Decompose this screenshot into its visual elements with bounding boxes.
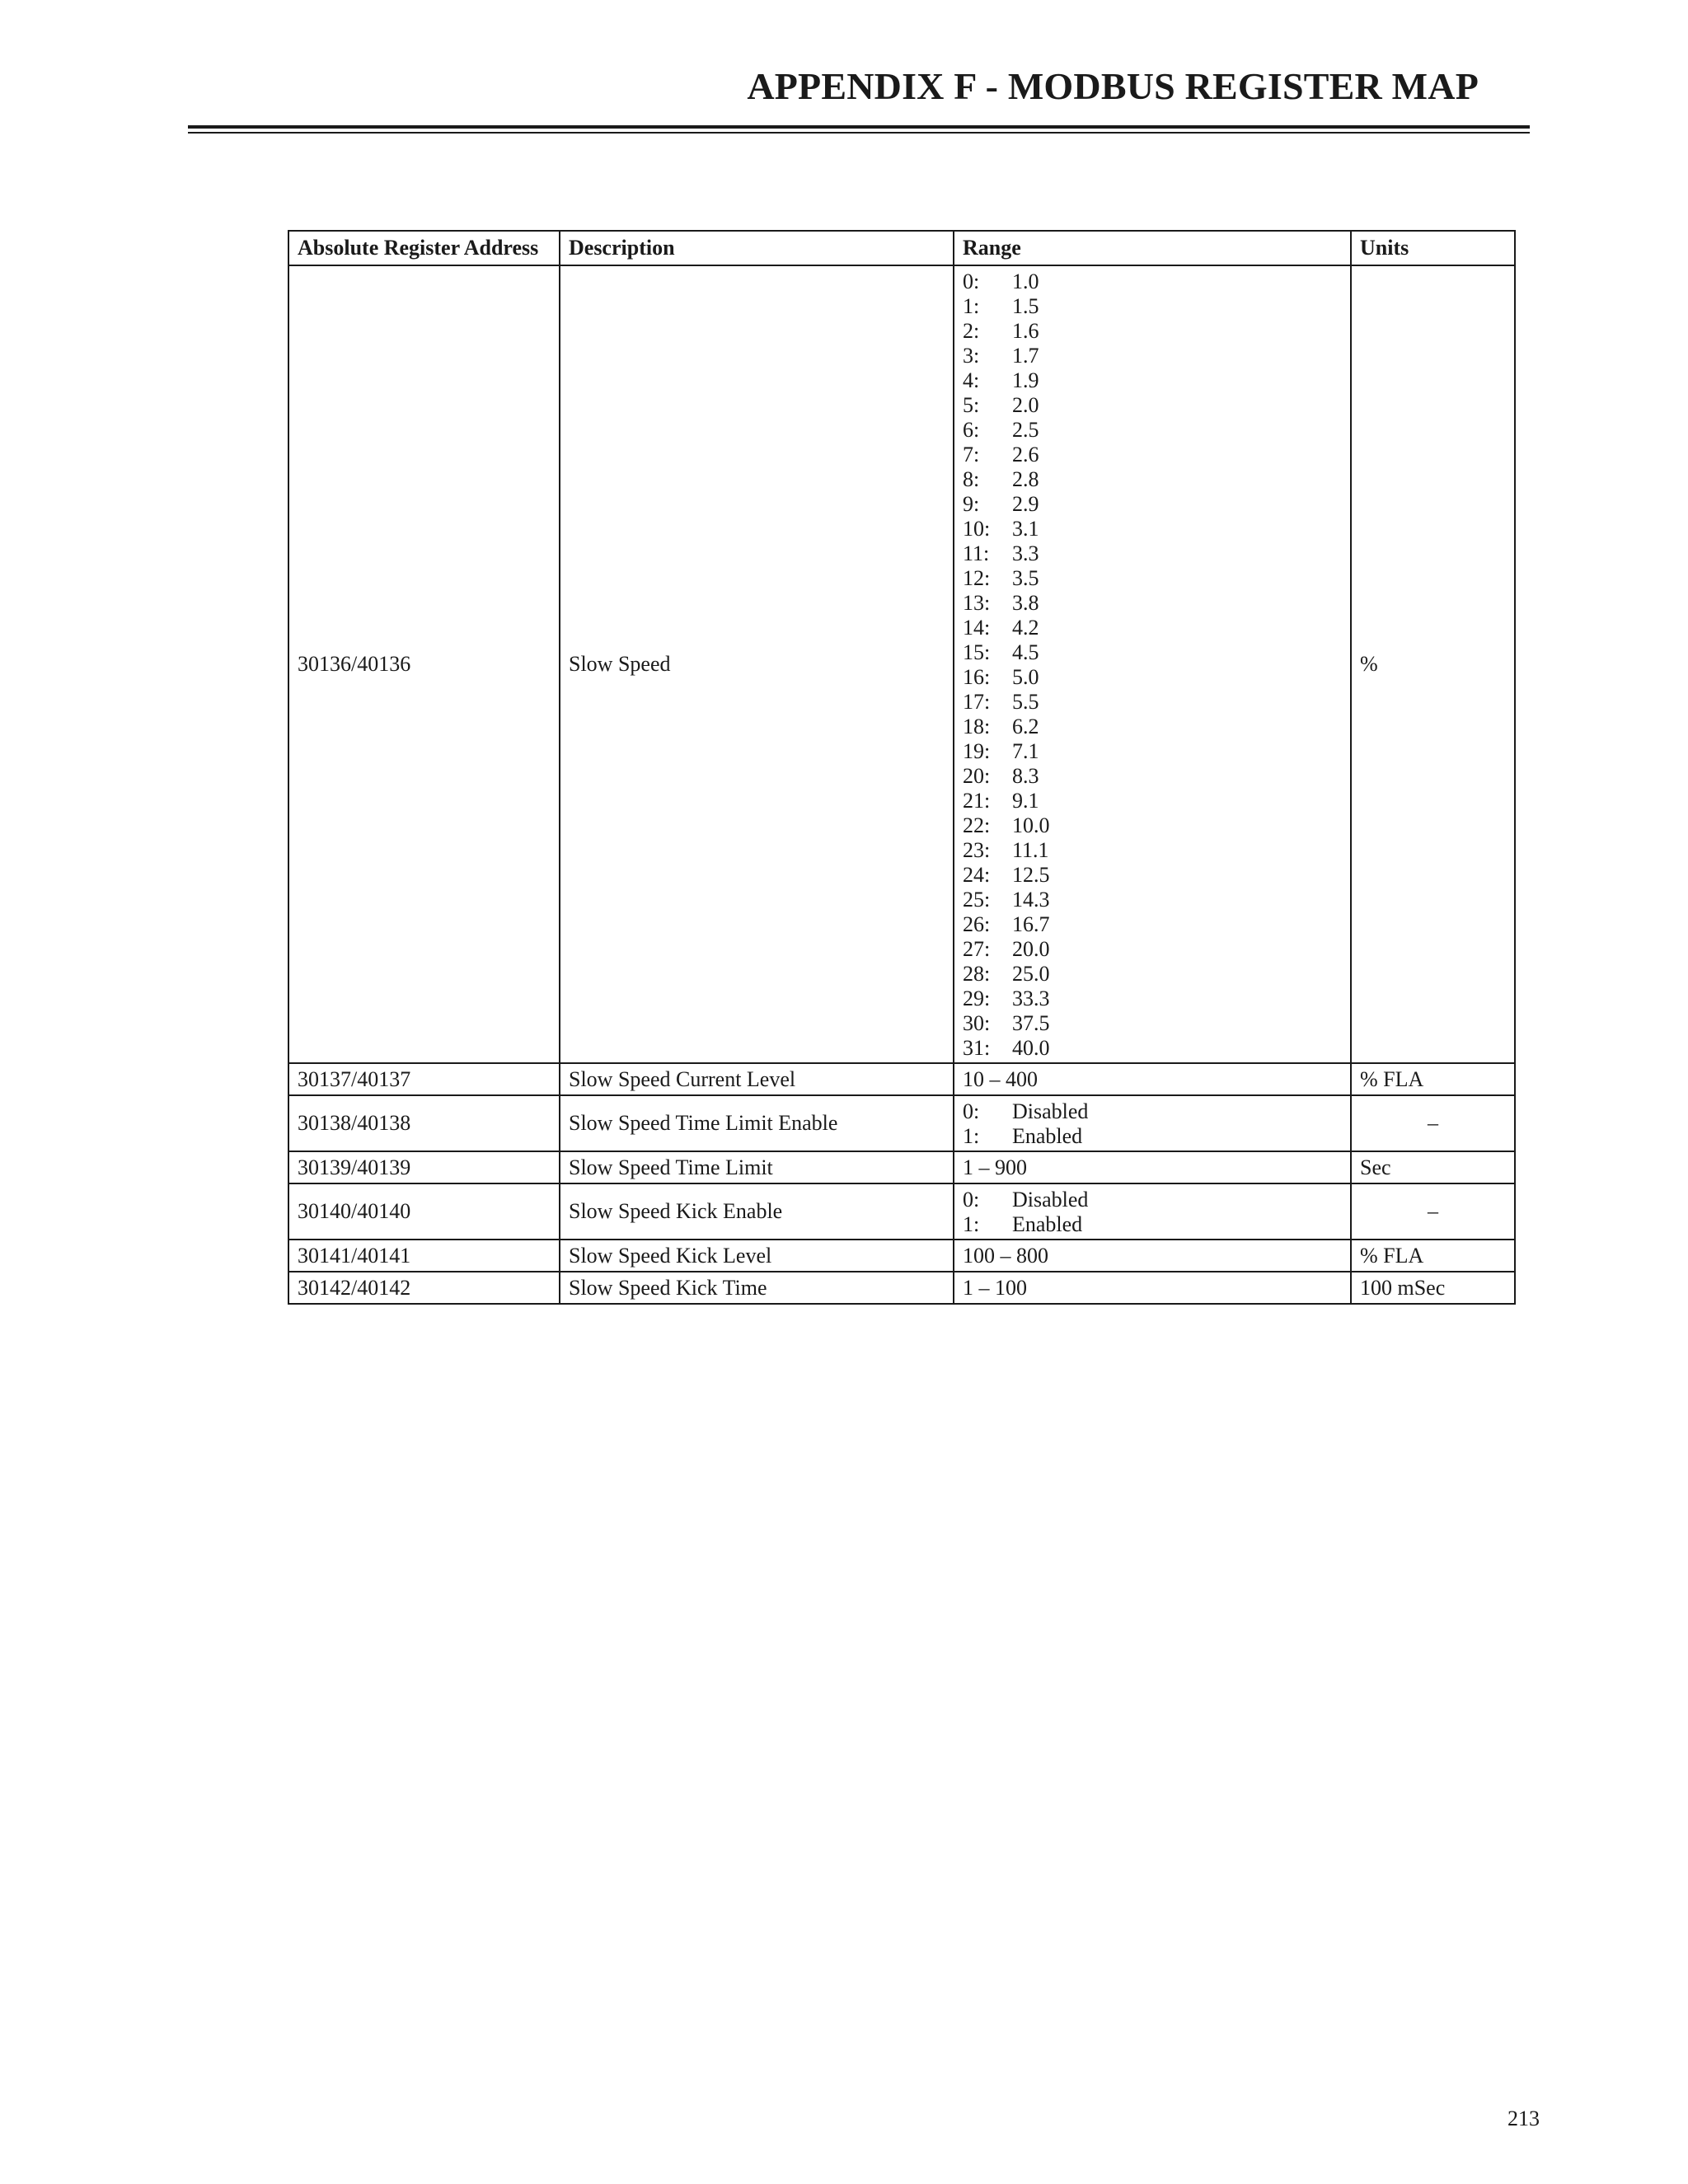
range-option-key: 8: bbox=[963, 467, 980, 491]
table-row bbox=[288, 1240, 1515, 1272]
range-option-key: 12: bbox=[963, 566, 991, 590]
range-option-value: 37.5 bbox=[1012, 1011, 1050, 1035]
range-option bbox=[963, 813, 1342, 838]
range-option bbox=[963, 319, 1342, 344]
range-option bbox=[963, 987, 1342, 1011]
range-option-key: 18: bbox=[963, 715, 991, 738]
range-option-list bbox=[963, 266, 1342, 1062]
range-option-value: 33.3 bbox=[1012, 987, 1050, 1010]
range-option-key: 11: bbox=[963, 541, 990, 565]
range-option bbox=[963, 541, 1342, 566]
range-option-value: 2.8 bbox=[1012, 467, 1039, 491]
range-option bbox=[963, 863, 1342, 888]
range-option-key: 29: bbox=[963, 987, 991, 1010]
range-option bbox=[963, 566, 1342, 591]
cell-description: Slow Speed Kick Time bbox=[560, 1272, 954, 1304]
cell-description: Slow Speed Kick Level bbox=[560, 1240, 954, 1272]
range-option-value: 7.1 bbox=[1012, 739, 1039, 763]
cell-range: 10 – 400 bbox=[954, 1063, 1351, 1095]
cell-range bbox=[954, 1183, 1351, 1240]
range-option-key: 7: bbox=[963, 443, 980, 466]
range-option bbox=[963, 962, 1342, 987]
range-option-value: 1.9 bbox=[1012, 368, 1039, 392]
range-option-key: 16: bbox=[963, 665, 991, 689]
cell-address: 30140/40140 bbox=[288, 1183, 560, 1240]
range-option-key: 3: bbox=[963, 344, 980, 368]
range-option-key: 27: bbox=[963, 937, 991, 961]
range-option-value: 11.1 bbox=[1012, 838, 1049, 862]
range-option-value: 1.6 bbox=[1012, 319, 1039, 343]
table-row bbox=[288, 1272, 1515, 1304]
cell-description: Slow Speed Current Level bbox=[560, 1063, 954, 1095]
range-option bbox=[963, 591, 1342, 616]
cell-units: 100 mSec bbox=[1351, 1272, 1515, 1304]
range-option-key: 21: bbox=[963, 789, 991, 813]
range-option-value: 1.0 bbox=[1012, 269, 1039, 293]
range-option bbox=[963, 888, 1342, 912]
range-option: 1: Enabled bbox=[963, 1212, 1083, 1236]
range-option bbox=[963, 368, 1342, 393]
range-option bbox=[963, 393, 1342, 418]
cell-address: 30136/40136 bbox=[288, 265, 560, 1063]
range-option bbox=[963, 492, 1342, 517]
range-option-key: 19: bbox=[963, 739, 991, 763]
cell-units: % FLA bbox=[1351, 1240, 1515, 1272]
cell-range bbox=[954, 265, 1351, 1063]
range-option-key: 24: bbox=[963, 863, 991, 887]
range-option-value: 20.0 bbox=[1012, 937, 1050, 961]
range-option-value: 2.9 bbox=[1012, 492, 1039, 516]
range-option-key: 6: bbox=[963, 418, 980, 442]
cell-range: 1 – 100 bbox=[954, 1272, 1351, 1304]
range-option-key: 14: bbox=[963, 616, 991, 640]
range-option-key: 10: bbox=[963, 517, 991, 541]
cell-units: – bbox=[1351, 1183, 1515, 1240]
range-option-value: 4.2 bbox=[1012, 616, 1039, 640]
table-header-row bbox=[288, 231, 1515, 265]
range-option: 0: Disabled bbox=[963, 1188, 1089, 1212]
range-option bbox=[963, 937, 1342, 962]
column-header-units: Units bbox=[1351, 231, 1515, 265]
range-option-key: 20: bbox=[963, 764, 991, 788]
range-option-value: 2.0 bbox=[1012, 393, 1039, 417]
range-option bbox=[963, 838, 1342, 863]
range-option-value: 2.6 bbox=[1012, 443, 1039, 466]
range-option bbox=[963, 912, 1342, 937]
range-option bbox=[963, 467, 1342, 492]
range-option-key: 23: bbox=[963, 838, 991, 862]
table-row-slow-speed bbox=[288, 265, 1515, 1063]
range-option bbox=[963, 344, 1342, 368]
page-title: APPENDIX F - MODBUS REGISTER MAP bbox=[747, 65, 1479, 107]
range-option-key: 2: bbox=[963, 319, 980, 343]
range-option-value: 5.0 bbox=[1012, 665, 1039, 689]
range-option-key: 5: bbox=[963, 393, 980, 417]
range-option-value: 3.3 bbox=[1012, 541, 1039, 565]
range-option-value: 8.3 bbox=[1012, 764, 1039, 788]
range-option bbox=[963, 616, 1342, 640]
table-row bbox=[288, 1151, 1515, 1183]
range-option-value: 2.5 bbox=[1012, 418, 1039, 442]
range-option-value: 6.2 bbox=[1012, 715, 1039, 738]
range-option bbox=[963, 443, 1342, 467]
cell-range: 100 – 800 bbox=[954, 1240, 1351, 1272]
range-option bbox=[963, 269, 1342, 294]
cell-units: Sec bbox=[1351, 1151, 1515, 1183]
range-option-value: 10.0 bbox=[1012, 813, 1050, 837]
range-option-value: 3.8 bbox=[1012, 591, 1039, 615]
cell-address: 30137/40137 bbox=[288, 1063, 560, 1095]
range-option-value: 4.5 bbox=[1012, 640, 1039, 664]
range-option-key: 25: bbox=[963, 888, 991, 912]
cell-address: 30141/40141 bbox=[288, 1240, 560, 1272]
cell-description: Slow Speed Kick Enable bbox=[560, 1183, 954, 1240]
range-option-key: 0: bbox=[963, 269, 980, 293]
range-option bbox=[963, 517, 1342, 541]
register-map-table bbox=[288, 230, 1516, 1305]
range-option bbox=[963, 715, 1342, 739]
column-header-address: Absolute Register Address bbox=[288, 231, 560, 265]
range-option: 0: Disabled bbox=[963, 1099, 1089, 1123]
table-row bbox=[288, 1095, 1515, 1151]
range-option-value: 1.7 bbox=[1012, 344, 1039, 368]
range-option-value: 14.3 bbox=[1012, 888, 1050, 912]
range-option-value: 40.0 bbox=[1012, 1036, 1050, 1060]
range-option-value: 9.1 bbox=[1012, 789, 1039, 813]
range-option bbox=[963, 764, 1342, 789]
cell-address: 30139/40139 bbox=[288, 1151, 560, 1183]
header-rule-thick bbox=[188, 125, 1530, 129]
range-option-value: 3.5 bbox=[1012, 566, 1039, 590]
range-option-key: 26: bbox=[963, 912, 991, 936]
cell-description: Slow Speed Time Limit Enable bbox=[560, 1095, 954, 1151]
range-option bbox=[963, 665, 1342, 690]
range-option-key: 1: bbox=[963, 294, 980, 318]
column-header-description: Description bbox=[560, 231, 954, 265]
page-number: 213 bbox=[1507, 2107, 1540, 2130]
cell-units: % FLA bbox=[1351, 1063, 1515, 1095]
range-option bbox=[963, 418, 1342, 443]
header-rule-thin bbox=[188, 132, 1530, 134]
range-option-value: 16.7 bbox=[1012, 912, 1050, 936]
range-option bbox=[963, 1036, 1342, 1061]
column-header-range: Range bbox=[954, 231, 1351, 265]
range-option-value: 1.5 bbox=[1012, 294, 1039, 318]
cell-description: Slow Speed Time Limit bbox=[560, 1151, 954, 1183]
range-option-key: 9: bbox=[963, 492, 980, 516]
cell-description: Slow Speed bbox=[560, 265, 954, 1063]
range-option bbox=[963, 640, 1342, 665]
range-option-value: 25.0 bbox=[1012, 962, 1050, 986]
cell-address: 30138/40138 bbox=[288, 1095, 560, 1151]
cell-range: 1 – 900 bbox=[954, 1151, 1351, 1183]
range-option-list bbox=[963, 1184, 1342, 1239]
range-option-list bbox=[963, 1096, 1342, 1151]
range-option-value: 5.5 bbox=[1012, 690, 1039, 714]
range-option-value: 12.5 bbox=[1012, 863, 1050, 887]
range-option-key: 22: bbox=[963, 813, 991, 837]
range-option-value: 3.1 bbox=[1012, 517, 1039, 541]
range-option-key: 30: bbox=[963, 1011, 991, 1035]
range-option-key: 31: bbox=[963, 1036, 991, 1060]
cell-units: % bbox=[1351, 265, 1515, 1063]
range-option bbox=[963, 789, 1342, 813]
table-row bbox=[288, 1183, 1515, 1240]
range-option: 1: Enabled bbox=[963, 1124, 1083, 1148]
range-option-key: 15: bbox=[963, 640, 991, 664]
cell-units: – bbox=[1351, 1095, 1515, 1151]
range-option bbox=[963, 294, 1342, 319]
range-option bbox=[963, 1011, 1342, 1036]
range-option-key: 13: bbox=[963, 591, 991, 615]
range-option bbox=[963, 739, 1342, 764]
cell-address: 30142/40142 bbox=[288, 1272, 560, 1304]
table-row bbox=[288, 1063, 1515, 1095]
range-option-key: 4: bbox=[963, 368, 980, 392]
range-option-key: 17: bbox=[963, 690, 991, 714]
range-option-key: 28: bbox=[963, 962, 991, 986]
range-option bbox=[963, 690, 1342, 715]
cell-range bbox=[954, 1095, 1351, 1151]
